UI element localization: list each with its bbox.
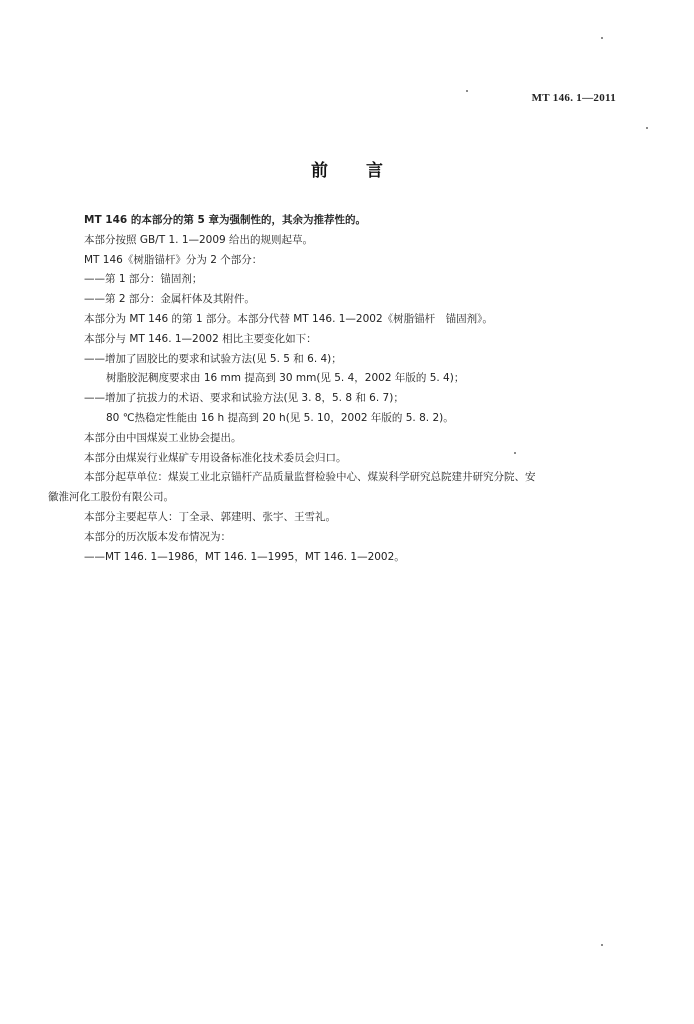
paragraph-line: 树脂胶泥稠度要求由 16 mm 提高到 30 mm(见 5. 4，2002 年版的 5. 4)； — [106, 372, 465, 385]
paragraph-line: 徽淮河化工股份有限公司。 — [48, 491, 174, 504]
paragraph-line: 本部分为 MT 146 的第 1 部分。本部分代替 MT 146. 1—2002《树脂锚杆 锚固剂》。 — [84, 312, 493, 325]
scan-speck — [601, 37, 603, 39]
paragraph-line: ——第 1 部分：锚固剂； — [84, 273, 203, 286]
paragraph-line: 本部分起草单位：煤炭工业北京锚杆产品质量监督检验中心、煤炭科学研究总院建井研究分院、安 — [84, 471, 536, 484]
paragraph-line: 本部分与 MT 146. 1—2002 相比主要变化如下： — [84, 332, 317, 345]
paragraph-line: 80 ℃热稳定性能由 16 h 提高到 20 h(见 5. 10，2002 年版的 5. 8. 2)。 — [106, 411, 454, 424]
paragraph-line: ——第 2 部分：金属杆体及其附件。 — [84, 293, 255, 306]
paragraph-line: 本部分的历次版本发布情况为： — [84, 530, 231, 543]
paragraph-line: 本部分按照 GB/T 1. 1—2009 给出的规则起草。 — [84, 233, 314, 246]
paragraph-line: 本部分由煤炭行业煤矿专用设备标准化技术委员会归口。 — [84, 451, 347, 464]
paragraph-line: ——增加了固胶比的要求和试验方法(见 5. 5 和 6. 4)； — [84, 352, 342, 365]
page-title: 前言 — [311, 161, 421, 181]
paragraph-line: MT 146《树脂锚杆》分为 2 个部分： — [84, 253, 263, 266]
paragraph-line: 本部分主要起草人：丁全录、郭建明、张宇、王雪礼。 — [84, 510, 336, 523]
paragraph-line: ——增加了抗拔力的术语、要求和试验方法(见 3. 8，5. 8 和 6. 7)； — [84, 392, 404, 405]
scan-speck — [601, 944, 603, 946]
paragraph-line: 本部分由中国煤炭工业协会提出。 — [84, 431, 242, 444]
scan-speck — [646, 127, 648, 129]
paragraph-line: MT 146 的本部分的第 5 章为强制性的，其余为推荐性的。 — [84, 214, 366, 226]
scan-speck — [514, 452, 516, 454]
paragraph-line: ——MT 146. 1—1986，MT 146. 1—1995，MT 146. 1—2002。 — [84, 550, 405, 563]
document-code: MT 146. 1—2011 — [531, 92, 616, 104]
scan-speck — [466, 90, 468, 92]
foreword-body — [48, 211, 624, 567]
